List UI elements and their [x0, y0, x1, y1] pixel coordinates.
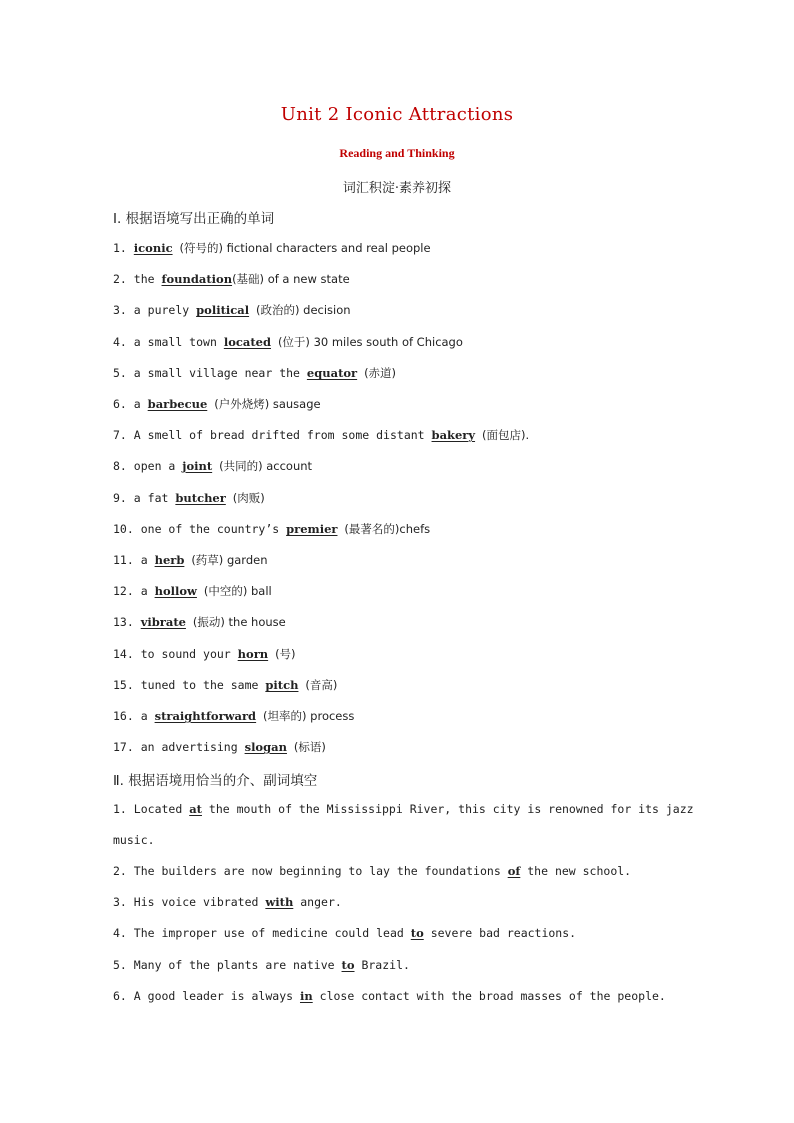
item-number: 6.: [113, 989, 127, 1003]
item-after: (基础) of a new state: [232, 272, 350, 286]
item-answer: to: [410, 926, 424, 940]
item-number: 13.: [113, 615, 134, 629]
item-before: tuned to the same: [140, 678, 259, 692]
item-after: (音高): [305, 678, 338, 692]
vocab-item: [113, 646, 296, 662]
fill-item: [113, 958, 410, 972]
part1-heading: Ⅰ. 根据语境写出正确的单词: [113, 211, 275, 227]
fill-item: [113, 864, 631, 878]
vocab-item: [113, 614, 286, 630]
item-answer: with: [265, 895, 294, 909]
item-after: the mouth of the Mississippi River, this city is renowned for its jazz: [208, 802, 694, 816]
item-answer: butcher: [175, 491, 226, 505]
vocab-item: [113, 490, 265, 506]
item-answer: in: [299, 989, 313, 1003]
item-number: 17.: [113, 740, 134, 754]
item-before: The builders are now beginning to lay the foundations: [133, 864, 501, 878]
item-answer: herb: [154, 553, 185, 567]
item-answer: to: [341, 958, 355, 972]
section-title: 词汇积淀·素养初探: [342, 181, 452, 196]
item-before: to sound your: [140, 647, 231, 661]
item-after: (户外烧烤) sausage: [214, 397, 321, 411]
vocab-item: [113, 552, 267, 568]
item-before: a fat: [133, 491, 169, 505]
fill-item: [113, 895, 342, 909]
vocab-item: [113, 739, 326, 755]
item-after: (坦率的) process: [263, 709, 355, 723]
item-answer: vibrate: [140, 615, 186, 629]
item-before: an advertising: [140, 740, 238, 754]
item-number: 2.: [113, 864, 127, 878]
item-number: 1.: [113, 241, 127, 255]
fill-item-continuation: [113, 833, 155, 847]
item-after: (面包店).: [482, 428, 530, 442]
item-before: music.: [113, 833, 155, 847]
item-after: (中空的) ball: [203, 584, 272, 598]
item-after: (标语): [293, 740, 326, 754]
item-answer: bakery: [431, 428, 476, 442]
item-answer: political: [196, 303, 250, 317]
vocab-item: [113, 708, 354, 724]
item-after: (位于) 30 miles south of Chicago: [277, 335, 463, 349]
item-number: 10.: [113, 522, 134, 536]
item-after: the new school.: [527, 864, 632, 878]
item-number: 5.: [113, 958, 127, 972]
item-before: a small village near the: [133, 366, 300, 380]
item-after: (共同的) account: [219, 459, 313, 473]
item-after: (政治的) decision: [256, 303, 351, 317]
item-answer: hollow: [154, 584, 197, 598]
item-answer: joint: [182, 459, 213, 473]
item-before: His voice vibrated: [133, 895, 259, 909]
item-after: (肉贩): [232, 491, 265, 505]
item-before: a: [140, 553, 148, 567]
item-answer: iconic: [133, 241, 173, 255]
item-number: 7.: [113, 428, 127, 442]
item-before: one of the country’s: [140, 522, 280, 536]
item-number: 5.: [113, 366, 127, 380]
item-answer: horn: [237, 647, 269, 661]
item-before: The improper use of medicine could lead: [133, 926, 404, 940]
vocab-item: [113, 458, 312, 474]
fill-item: [113, 802, 694, 816]
item-answer: foundation: [161, 272, 233, 286]
item-after: (号): [275, 647, 296, 661]
item-before: a: [140, 584, 148, 598]
vocab-item: [113, 427, 529, 443]
item-number: 1.: [113, 802, 127, 816]
vocab-item: [113, 583, 272, 599]
item-number: 15.: [113, 678, 134, 692]
item-before: Located: [133, 802, 183, 816]
item-before: A good leader is always: [133, 989, 294, 1003]
item-answer: pitch: [265, 678, 299, 692]
item-before: A smell of bread drifted from some distant: [133, 428, 425, 442]
item-number: 16.: [113, 709, 134, 723]
item-answer: equator: [306, 366, 358, 380]
item-answer: located: [223, 335, 271, 349]
item-answer: barbecue: [147, 397, 208, 411]
vocab-item: [113, 271, 350, 287]
item-after: (药草) garden: [191, 553, 268, 567]
item-answer: of: [507, 864, 521, 878]
vocab-item: [113, 302, 351, 318]
item-number: 9.: [113, 491, 127, 505]
item-number: 3.: [113, 895, 127, 909]
item-after: (符号的) fictional characters and real people: [179, 241, 431, 255]
item-after: close contact with the broad masses of the people.: [319, 989, 666, 1003]
unit-title: Unit 2 Iconic Attractions: [280, 104, 514, 125]
part2-heading: Ⅱ. 根据语境用恰当的介、副词填空: [113, 773, 318, 789]
item-after: (赤道): [364, 366, 397, 380]
item-before: a small town: [133, 335, 217, 349]
item-answer: straightforward: [154, 709, 257, 723]
vocab-item: [113, 240, 431, 256]
item-number: 14.: [113, 647, 134, 661]
item-before: the: [133, 272, 155, 286]
vocab-item: [113, 677, 337, 693]
item-before: a purely: [133, 303, 190, 317]
item-before: a: [133, 397, 141, 411]
item-before: open a: [133, 459, 176, 473]
vocab-item: [113, 521, 430, 537]
item-after: severe bad reactions.: [430, 926, 577, 940]
item-after: (最著名的)chefs: [344, 522, 431, 536]
item-after: Brazil.: [361, 958, 410, 972]
item-number: 8.: [113, 459, 127, 473]
vocab-item: [113, 334, 463, 350]
item-before: Many of the plants are native: [133, 958, 335, 972]
vocab-item: [113, 365, 396, 381]
fill-item: [113, 989, 666, 1003]
item-number: 3.: [113, 303, 127, 317]
item-answer: at: [189, 802, 202, 816]
item-number: 6.: [113, 397, 127, 411]
vocab-item: [113, 396, 321, 412]
item-after: (振动) the house: [192, 615, 286, 629]
item-number: 11.: [113, 553, 134, 567]
item-answer: slogan: [244, 740, 287, 754]
item-answer: premier: [286, 522, 338, 536]
item-number: 4.: [113, 926, 127, 940]
item-number: 4.: [113, 335, 127, 349]
fill-item: [113, 926, 576, 940]
item-number: 12.: [113, 584, 134, 598]
item-after: anger.: [300, 895, 342, 909]
lesson-subtitle: Reading and Thinking: [339, 146, 455, 160]
item-before: a: [140, 709, 148, 723]
item-number: 2.: [113, 272, 127, 286]
